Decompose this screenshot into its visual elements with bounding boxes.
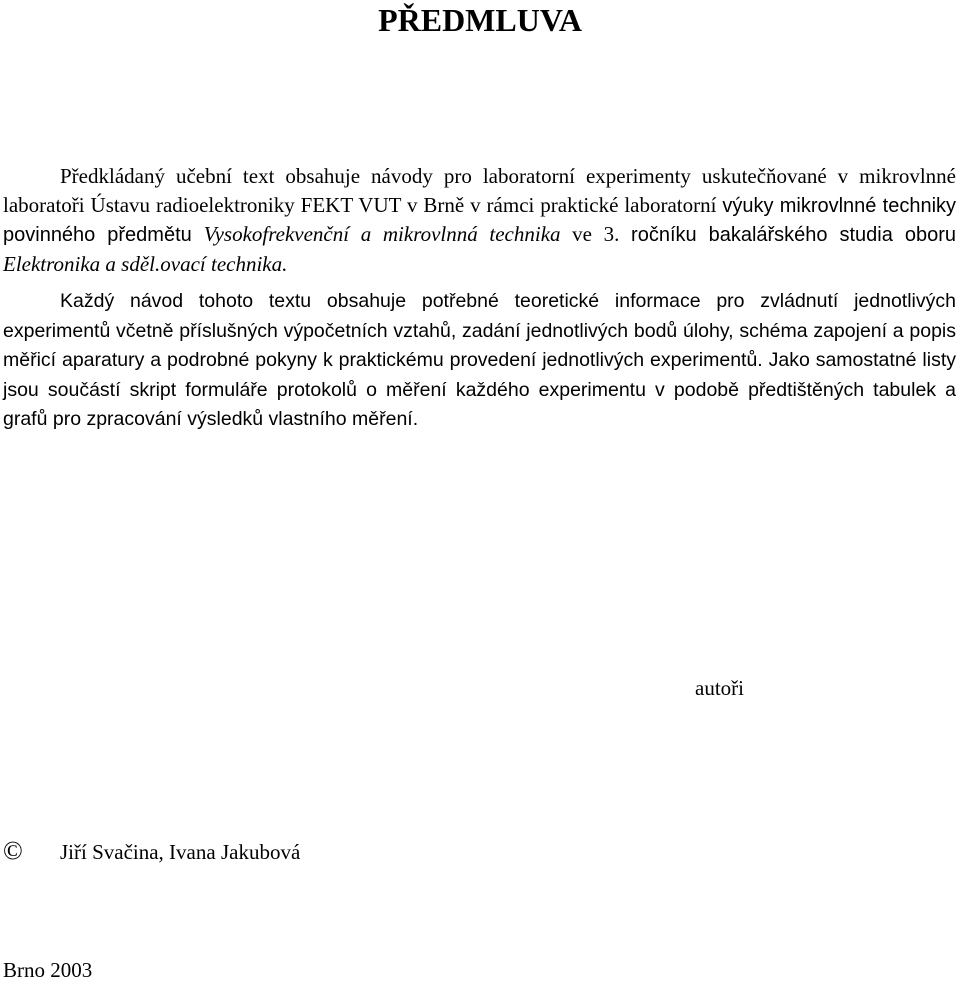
course-name: Vysokofrekvenční a mikrovlnná technika: [203, 222, 561, 247]
place-and-year: Brno 2003: [3, 958, 93, 982]
preface-paragraph-2: [3, 287, 956, 435]
preface-paragraph-1: [3, 162, 956, 279]
page-title: PŘEDMLUVA: [378, 2, 582, 38]
paragraph-1-text-start: Předkládaný učební text obsahuje návody pro laboratorní experimenty uskutečňované v mikrovlnné laboratoři Ústavu radioelektroniky FEKT VUT v Brně v rámci praktické laboratorní: [3, 164, 956, 217]
authors-label: autoři: [695, 676, 744, 700]
copyright-line: [3, 836, 300, 867]
paragraph-2-text-start: Každý návod tohoto textu obsahuje potřebné teoretické informace pro zvládnutí jednotlivých experimentů včetně příslušných výpočetních vztahů, zadání jednotlivých bodů úlohy, schéma zapojení a popis měřicí aparatury a podrobné pokyny k praktickému provedení jednotlivých experimentů.: [3, 290, 956, 371]
paragraph-1-year: ve 3.: [560, 222, 632, 247]
study-program-name: Elektronika a sděl.ovací technika.: [3, 252, 288, 277]
paragraph-2-text-end: Jako samostatné listy jsou součástí skript formuláře protokolů o měření každého experimentu v podobě předtištěných tabulek a grafů pro zpracování výsledků vlastního měření.: [3, 349, 956, 430]
copyright-holders: Jiří Svačina, Ivana Jakubová: [60, 840, 301, 864]
paragraph-1-text-mid: výuky mikrovlnné techniky povinného předmětu: [3, 194, 957, 247]
paragraph-1-text-end: ročníku bakalářského studia oboru: [631, 224, 956, 247]
copyright-icon: ©: [3, 836, 23, 865]
